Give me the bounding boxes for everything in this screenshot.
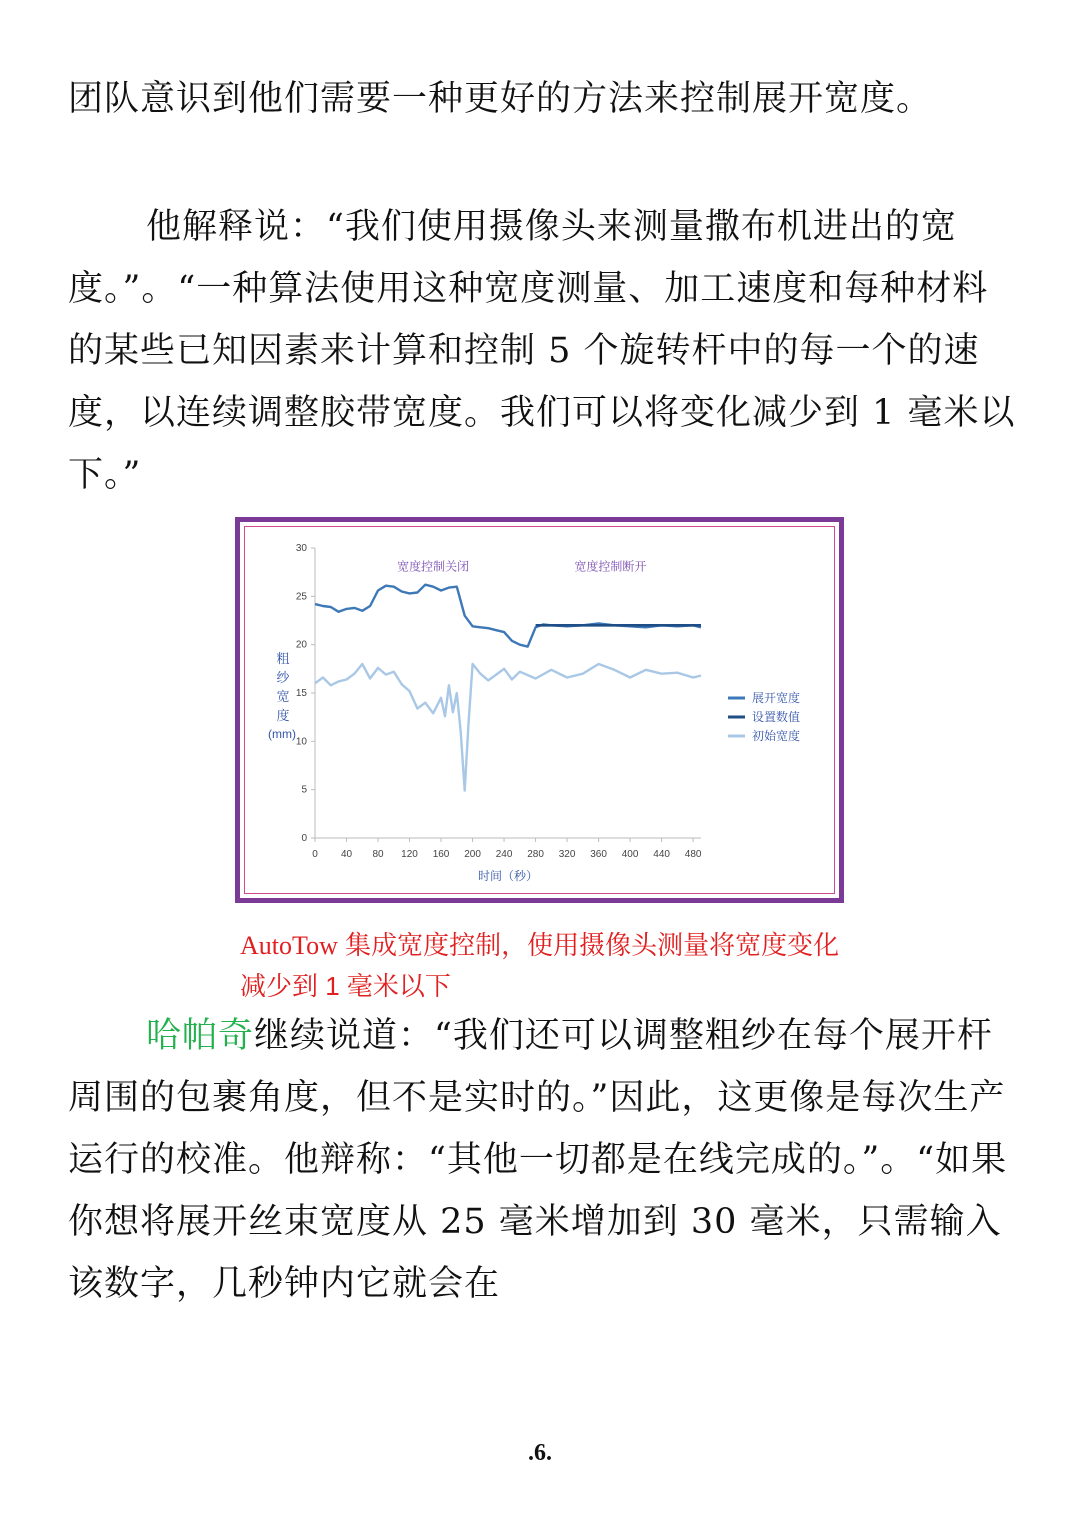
x-tick-label: 120 (401, 849, 418, 860)
y-tick-label: 5 (301, 784, 307, 796)
y-axis-label-char: 度 (276, 708, 290, 723)
figure-caption (240, 925, 860, 1006)
x-tick-label: 360 (590, 849, 607, 860)
x-tick-label: 440 (653, 849, 670, 860)
legend-label: 展开宽度 (752, 691, 801, 705)
series-line (315, 664, 701, 791)
series-line (315, 585, 701, 647)
figure-frame (235, 517, 844, 903)
y-tick-label: 20 (295, 639, 307, 651)
person-name: 哈帕奇 (146, 1016, 255, 1056)
y-axis-label-char: 粗 (276, 651, 290, 666)
page-number: .6. (528, 1440, 552, 1466)
x-tick-label: 400 (621, 849, 639, 860)
y-tick-label: 0 (301, 833, 307, 844)
x-tick-label: 40 (340, 849, 353, 860)
y-axis-label-char: 宽 (276, 689, 290, 704)
x-tick-label: 200 (464, 849, 481, 860)
y-axis-label-unit: (mm) (268, 727, 296, 741)
y-tick-label: 30 (295, 543, 307, 554)
x-tick-label: 320 (558, 849, 576, 860)
y-axis-label-char: 纱 (276, 670, 290, 685)
x-tick-label: 280 (527, 849, 544, 860)
x-tick-label: 480 (684, 849, 702, 860)
y-tick-label: 15 (295, 688, 307, 699)
legend-label: 初始宽度 (752, 729, 801, 743)
caption-brand: AutoTow (240, 931, 338, 960)
paragraph-3 (68, 1005, 1018, 1315)
x-tick-label: 0 (312, 849, 318, 860)
x-tick-label: 240 (495, 849, 513, 860)
legend-label: 设置数值 (752, 710, 801, 724)
chart-annotation: 宽度控制关闭 (397, 559, 470, 574)
y-tick-label: 25 (295, 591, 307, 603)
paragraph-3-text: 继续说道：“我们还可以调整粗纱在每个展开杆周围的包裹角度，但不是实时的。”因此，这更像是每次生产运行的校准。他辩称：“其他一切都是在线完成的。”。“如果你想将展开丝束宽度从 25 毫米增加到 30 毫米，只需输入该数字，几秒钟内它就会在 (68, 1016, 1008, 1304)
y-tick-label: 10 (295, 736, 307, 748)
paragraph-2-text: 他解释说：“我们使用摄像头来测量撒布机进出的宽度。”。“一种算法使用这种宽度测量、加工速度和每种材料的某些已知因素来计算和控制 5 个旋转杆中的每一个的速度，以连续调整胶带宽度。我们可以将变化减少到 1 毫米以下。” (68, 207, 1016, 495)
caption-text: 集成宽度控制，使用摄像头测量将宽度变化减少到 1 毫米以下 (240, 930, 840, 1001)
x-tick-label: 160 (432, 849, 450, 860)
paragraph-2 (68, 196, 1018, 506)
width-chart (240, 522, 839, 898)
chart-annotation: 宽度控制断开 (574, 559, 647, 574)
x-tick-label: 80 (372, 849, 384, 860)
x-axis-label: 时间（秒） (477, 869, 539, 883)
paragraph-1: 团队意识到他们需要一种更好的方法来控制展开宽度。 (68, 79, 933, 119)
